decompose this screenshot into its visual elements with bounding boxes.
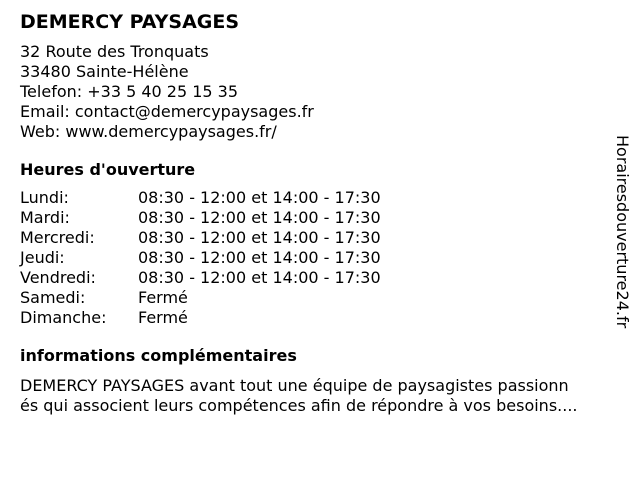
- hours-row-samedi: [20, 288, 620, 308]
- day-label: Jeudi:: [20, 248, 65, 267]
- day-label: Vendredi:: [20, 268, 96, 287]
- hours-row-dimanche: [20, 308, 620, 328]
- day-label: Samedi:: [20, 288, 86, 307]
- extra-info-heading: informations complémentaires: [20, 346, 297, 365]
- hours-row-jeudi: [20, 248, 620, 268]
- day-label: Lundi:: [20, 188, 69, 207]
- hours-row-mardi: [20, 208, 620, 228]
- site-watermark: [612, 135, 632, 345]
- contact-info: [20, 42, 620, 142]
- business-card: [20, 10, 620, 416]
- address-city: 33480 Sainte-Hélène: [20, 62, 189, 81]
- day-hours: 08:30 - 12:00 et 14:00 - 17:30: [138, 208, 381, 227]
- extra-info-line: és qui associent leurs compétences afin de répondre à vos besoins....: [20, 396, 578, 415]
- extra-info-text: [20, 376, 630, 416]
- hours-list: [20, 188, 620, 328]
- day-hours: Fermé: [138, 288, 188, 307]
- email-address: Email: contact@demercypaysages.fr: [20, 102, 314, 121]
- phone-number: Telefon: +33 5 40 25 15 35: [20, 82, 239, 101]
- day-label: Dimanche:: [20, 308, 107, 327]
- day-hours: 08:30 - 12:00 et 14:00 - 17:30: [138, 188, 381, 207]
- website: Web: www.demercypaysages.fr/: [20, 122, 277, 141]
- day-hours: 08:30 - 12:00 et 14:00 - 17:30: [138, 248, 381, 267]
- day-hours: 08:30 - 12:00 et 14:00 - 17:30: [138, 268, 381, 287]
- day-label: Mercredi:: [20, 228, 95, 247]
- business-name: DEMERCY PAYSAGES: [20, 11, 240, 33]
- day-hours: 08:30 - 12:00 et 14:00 - 17:30: [138, 228, 381, 247]
- day-label: Mardi:: [20, 208, 70, 227]
- extra-info-line: DEMERCY PAYSAGES avant tout une équipe de paysagistes passionn: [20, 376, 569, 395]
- day-hours: Fermé: [138, 308, 188, 327]
- watermark-text: Horairesdouverture24.fr: [613, 135, 632, 329]
- hours-row-lundi: [20, 188, 620, 208]
- hours-row-mercredi: [20, 228, 620, 248]
- address-street: 32 Route des Tronquats: [20, 42, 209, 61]
- hours-row-vendredi: [20, 268, 620, 288]
- hours-heading: Heures d'ouverture: [20, 160, 196, 179]
